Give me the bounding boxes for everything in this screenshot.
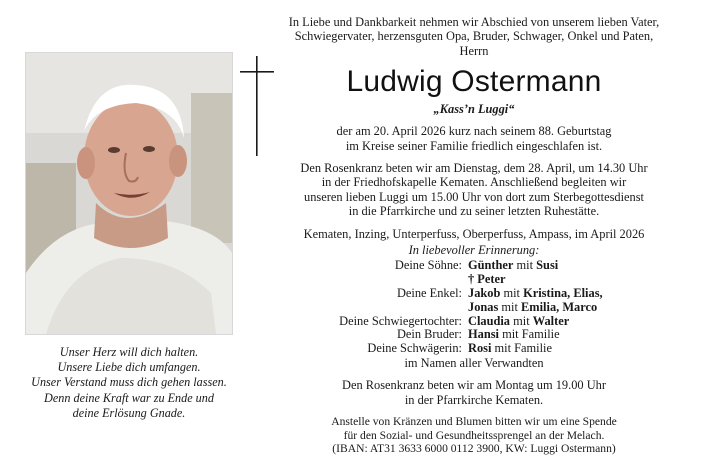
intro-text [262,15,686,58]
donation-line: für den Sozial- und Gesundheitssprengel an der Melach. [343,428,605,442]
deceased-name: Ludwig Ostermann [346,65,602,99]
notice-text [262,15,686,456]
rosary-line: in der Friedhofskapelle Kematen. Anschließend begleiten wir [321,175,627,190]
relative-names: † Peter [468,272,506,287]
relative-names: Hansi mit Familie [468,327,560,342]
relative-names: Jonas mit Emilia, Marco [468,299,598,314]
donation-line: Anstelle von Kränzen und Blumen bitten wir um eine Spende [331,415,617,429]
donation-line: (IBAN: AT31 3633 6000 0112 3900, KW: Luggi Ostermann) [332,442,616,456]
verse-line: Unser Herz will dich halten. [59,345,199,359]
intro-line: Herrn [459,43,489,58]
relative-names: Jakob mit Kristina, Elias, [468,286,603,301]
rosary-line: in die Pfarrkirche und zu seiner letzten Ruhestätte. [348,204,600,219]
donation-request [262,415,686,456]
relative-names: Günther mit Susi [468,258,559,273]
verse-line: Denn deine Kraft war zu Ende und [44,390,214,405]
relative-label: Dein Bruder: [396,327,462,342]
portrait-photo [25,52,233,335]
relative-names: Rosi mit Familie [468,341,552,356]
place-date: Kematen, Inzing, Unterperfuss, Oberperfuss, Ampass, im April 2026 [303,226,645,241]
rosary-funeral-info [262,161,686,219]
verse-line: Unser Verstand muss dich gehen lassen. [31,375,227,390]
rosary2-line: Den Rosenkranz beten wir am Montag um 19.00 Uhr [342,378,606,393]
intro-line: In Liebe und Dankbarkeit nehmen wir Abschied von unserem lieben Vater, [288,15,660,29]
rosary2-line: in der Pfarrkirche Kematen. [404,392,544,407]
all-relatives: im Namen aller Verwandten [404,356,544,371]
relative-label: Deine Enkel: [396,286,462,301]
relative-label: Deine Schwiegertochter: [339,313,462,328]
verse-line: Unsere Liebe dich umfangen. [57,360,201,375]
rosary-line: unseren lieben Luggi um 15.00 Uhr von dort zum Sterbegottesdienst [304,189,644,204]
death-statement [262,124,686,153]
death-line: der am 20. April 2026 kurz nach seinem 88. Geburtstag [336,124,612,139]
verse-line: deine Erlösung Gnade. [72,405,186,420]
relatives-list [262,259,686,356]
rosary-evening-info [262,378,686,407]
rosary-line: Den Rosenkranz beten wir am Dienstag, dem 28. April, um 14.30 Uhr [300,161,648,176]
memorial-verse [10,345,248,421]
relative-label: Deine Schwägerin: [367,341,462,356]
relative-label: Deine Söhne: [394,258,462,273]
memory-heading: In liebevoller Erinnerung: [408,243,540,258]
death-line: im Kreise seiner Familie friedlich eingeschlafen ist. [345,138,603,153]
relative-names: Claudia mit Walter [468,313,570,328]
nickname: „Kass’n Luggi“ [433,102,515,117]
intro-line: Schwiegervater, herzensguten Opa, Bruder, Schwager, Onkel und Paten, [294,29,654,44]
